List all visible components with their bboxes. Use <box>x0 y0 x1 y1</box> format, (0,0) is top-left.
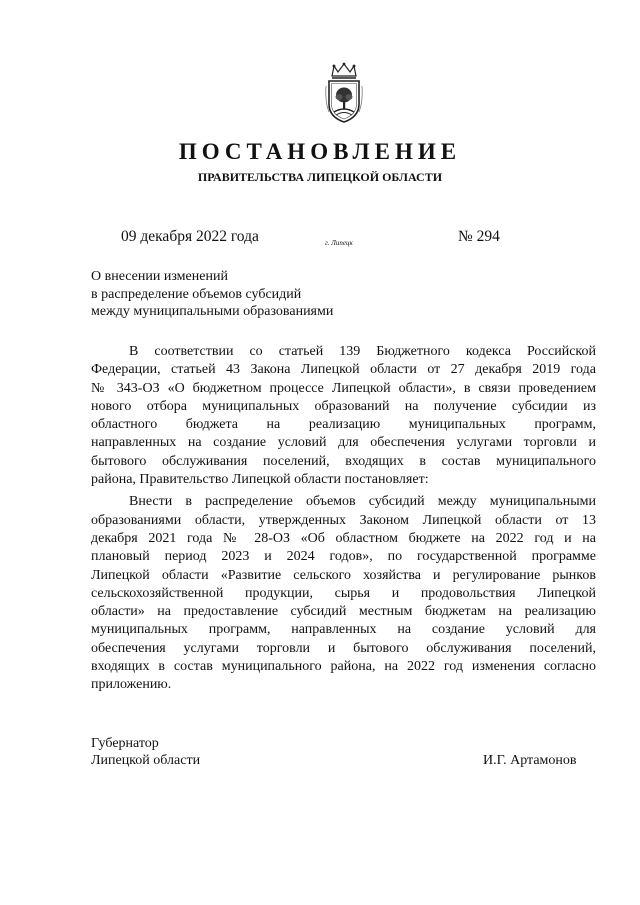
body-line: Внести в распределение объемов субсидий между муниципальными <box>129 494 596 510</box>
body-line: нового отбора муниципальных образований на получение субсидии из <box>91 398 596 414</box>
signatory-position-line: Липецкой области <box>91 753 201 768</box>
body-line: сельскохозяйственной продукции, сырья и продовольствия Липецкой <box>91 585 596 601</box>
body-line: Федерации, статьей 43 Закона Липецкой области от 27 декабря 2019 года <box>91 362 596 378</box>
document-city: г. Липецк <box>325 239 353 247</box>
body-line: областного бюджета на реализацию муниципальных программ, <box>91 417 596 433</box>
subject-line: между муниципальными образованиями <box>91 304 334 319</box>
paragraph-legal-basis <box>91 343 596 489</box>
body-line: обеспечения услугами торговли и бытового обслуживания поселений, <box>91 640 596 656</box>
document-subtitle: ПРАВИТЕЛЬСТВА ЛИПЕЦКОЙ ОБЛАСТИ <box>197 170 443 184</box>
body-line: плановый период 2023 и 2024 годов», по государственной программе <box>91 549 596 565</box>
body-line: района, Правительство Липецкой области постановляет: <box>91 472 429 488</box>
document-subject <box>91 268 333 321</box>
document-body <box>91 343 596 695</box>
signatory-name: И.Г. Артамонов <box>483 753 577 768</box>
coat-of-arms-icon <box>324 62 364 124</box>
body-line: направленных на создание условий для обеспечения услугами торговли и <box>91 435 596 451</box>
body-line: муниципальных программ, направленных на создание условий для <box>91 622 596 638</box>
body-line: входящих в состав муниципального района, на 2022 год изменения согласно <box>91 659 596 675</box>
body-line: Липецкой области «Развитие сельского хозяйства и регулирование рынков <box>91 567 596 583</box>
body-line: декабря 2021 года № 28-ОЗ «Об областном бюджете на 2022 год и на <box>91 530 596 546</box>
body-line: образованиями области, утвержденных Законом Липецкой области от 13 <box>91 512 596 528</box>
document-date: 09 декабря 2022 года <box>121 228 259 245</box>
body-line: № 343-ОЗ «О бюджетном процессе Липецкой области», в связи проведением <box>91 380 596 396</box>
signatory-position <box>91 735 200 769</box>
document-title: ПОСТАНОВЛЕНИЕ <box>178 139 462 164</box>
paragraph-resolution <box>91 493 596 694</box>
subject-line: в распределение объемов субсидий <box>91 286 302 302</box>
document-number: № 294 <box>458 228 500 245</box>
body-line: области» на предоставление субсидий местным бюджетам на реализацию <box>91 604 596 620</box>
body-line: В соответствии со статьей 139 Бюджетного кодекса Российской <box>129 344 596 359</box>
body-line: бытового обслуживания поселений, входящих в состав муниципального <box>91 453 596 469</box>
signatory-position-line: Губернатор <box>91 736 159 751</box>
subject-line: О внесении изменений <box>91 269 228 284</box>
body-line: приложению. <box>91 677 172 693</box>
